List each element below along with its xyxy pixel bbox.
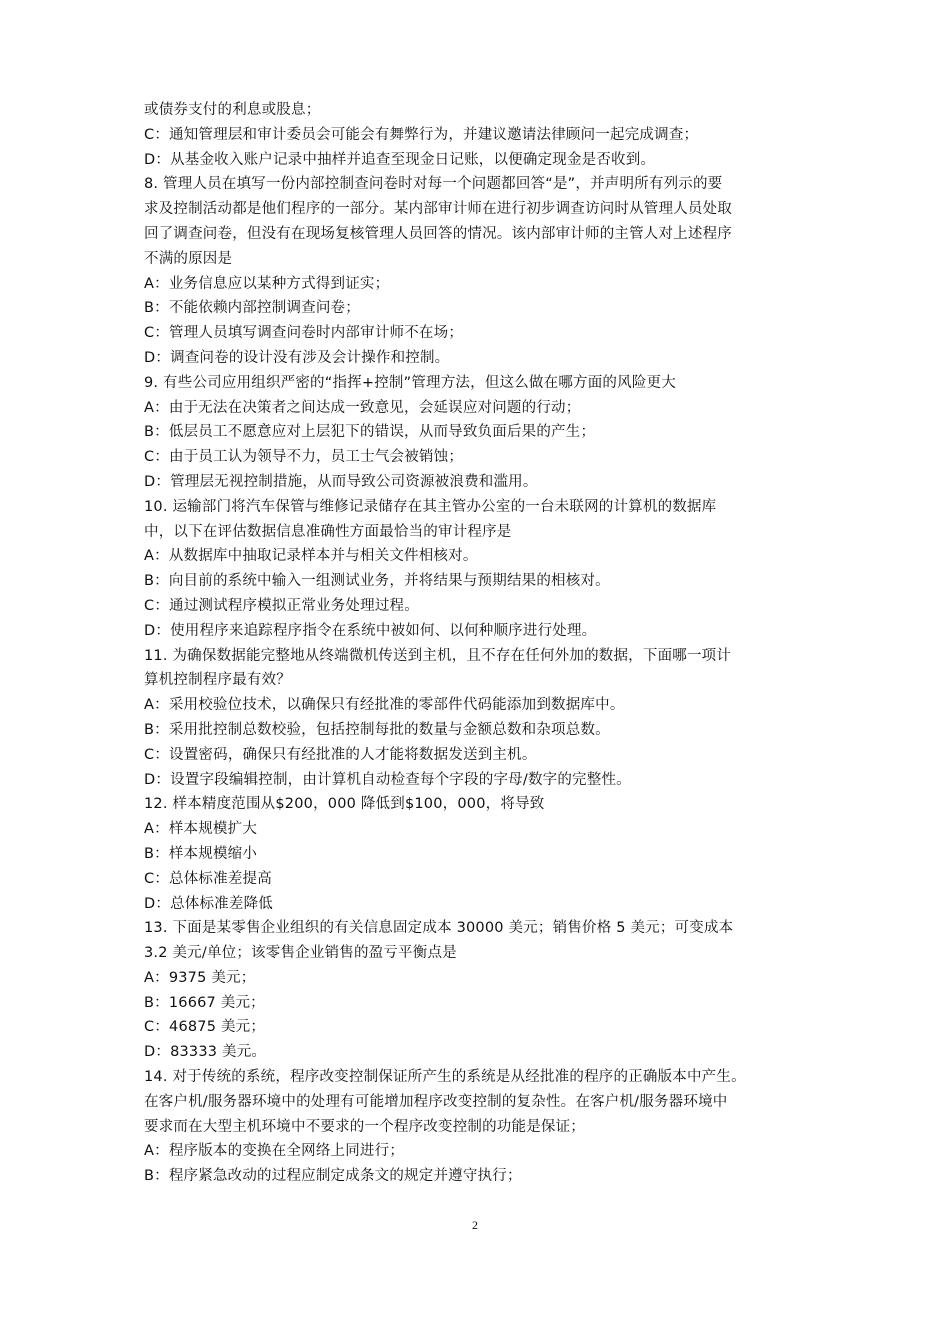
text-line: 或债券支付的利息或股息； — [144, 102, 321, 118]
text-line: 在客户机/服务器环境中的处理有可能增加程序改变控制的复杂性。在客户机/服务器环境中 — [144, 1093, 728, 1110]
option-line: C：通过测试程序模拟正常业务处理过程。 — [144, 597, 419, 614]
text-line: 3.2 美元/单位；该零售企业销售的盈亏平衡点是 — [144, 945, 457, 962]
question-12-line: 12. 样本精度范围从$200，000 降低到$100，000，将导致 — [144, 796, 545, 813]
option-line: B：低层员工不愿意应对上层犯下的错误，从而导致负面后果的产生； — [144, 424, 596, 441]
text-line: 不满的原因是 — [144, 250, 233, 267]
option-line: A：业务信息应以某种方式得到证实； — [144, 275, 390, 292]
page-number: 2 — [472, 1218, 478, 1232]
option-line: A：由于无法在决策者之间达成一致意见，会延误应对问题的行动； — [144, 399, 581, 416]
option-line: D：使用程序来追踪程序指令在系统中被如何、以何种顺序进行处理。 — [144, 622, 597, 639]
option-line: C：46875 美元； — [144, 1019, 266, 1036]
option-line: D：设置字段编辑控制，由计算机自动检查每个字段的字母/数字的完整性。 — [144, 771, 631, 788]
option-line: A：采用校验位技术，以确保只有经批准的零部件代码能添加到数据库中。 — [144, 697, 625, 714]
option-line: B：样本规模缩小 — [144, 845, 258, 862]
text-line: C：通知管理层和审计委员会可能会有舞弊行为，并建议邀请法律顾问一起完成调查； — [144, 126, 699, 143]
question-13-line: 13. 下面是某零售企业组织的有关信息固定成本 30000 美元；销售价格 5 美元；可变成本 — [144, 920, 734, 937]
text-line: 回了调查问卷，但没有在现场复核管理人员回答的情况。该内部审计师的主管人对上述程序 — [144, 225, 732, 242]
option-line: A：9375 美元； — [144, 969, 256, 986]
text-line: 求及控制活动都是他们程序的一部分。某内部审计师在进行初步调查访问时从管理人员处取 — [144, 201, 732, 218]
question-10-line: 10. 运输部门将汽车保管与维修记录储存在其主管办公室的一台未联网的计算机的数据库 — [144, 498, 717, 515]
question-8-line: 8. 管理人员在填写一份内部控制查问卷时对每一个问题都回答“是”，并声明所有列示的要 — [144, 176, 723, 193]
question-11-line: 11. 为确保数据能完整地从终端微机传送到主机，且不存在任何外加的数据，下面哪一项计 — [144, 647, 732, 664]
option-line: D：管理层无视控制措施，从而导致公司资源被浪费和滥用。 — [144, 473, 538, 490]
option-line: B：16667 美元； — [144, 994, 265, 1011]
option-line: A：程序版本的变换在全网络上同进行； — [144, 1143, 405, 1160]
text-line: 要求而在大型主机环境中不要求的一个程序改变控制的功能是保证； — [144, 1118, 585, 1135]
option-line: B：采用批控制总数校验，包括控制每批的数量与金额总数和杂项总数。 — [144, 721, 610, 738]
option-line: C：由于员工认为领导不力，员工士气会被销蚀； — [144, 449, 464, 466]
option-line: C：设置密码，确保只有经批准的人才能将数据发送到主机。 — [144, 746, 537, 763]
option-line: D：总体标准差降低 — [144, 895, 273, 912]
question-14-line: 14. 对于传统的系统，程序改变控制保证所产生的系统是从经批准的程序的正确版本中产生。 — [144, 1069, 746, 1086]
option-line: D：83333 美元。 — [144, 1044, 267, 1061]
option-line: C：总体标准差提高 — [144, 870, 272, 887]
option-line: B：程序紧急改动的过程应制定成条文的规定并遵守执行； — [144, 1168, 522, 1185]
option-line: B：不能依赖内部控制调查问卷； — [144, 300, 360, 317]
option-line: D：调查问卷的设计没有涉及会计操作和控制。 — [144, 349, 450, 366]
question-9-line: 9. 有些公司应用组织严密的“指挥+控制”管理方法，但这么做在哪方面的风险更大 — [144, 374, 676, 391]
text-line: D：从基金收入账户记录中抽样并追查至现金日记账，以便确定现金是否收到。 — [144, 151, 656, 168]
option-line: B：向目前的系统中输入一组测试业务，并将结果与预期结果的相核对。 — [144, 573, 610, 590]
document-body — [144, 98, 826, 1189]
option-line: C：管理人员填写调查问卷时内部审计师不在场； — [144, 325, 464, 342]
option-line: A：样本规模扩大 — [144, 821, 258, 838]
text-line: 中，以下在评估数据信息准确性方面最恰当的审计程序是 — [144, 523, 512, 540]
option-line: A：从数据库中抽取记录样本并与相关文件相核对。 — [144, 548, 478, 565]
text-line: 算机控制程序最有效？ — [144, 672, 291, 689]
